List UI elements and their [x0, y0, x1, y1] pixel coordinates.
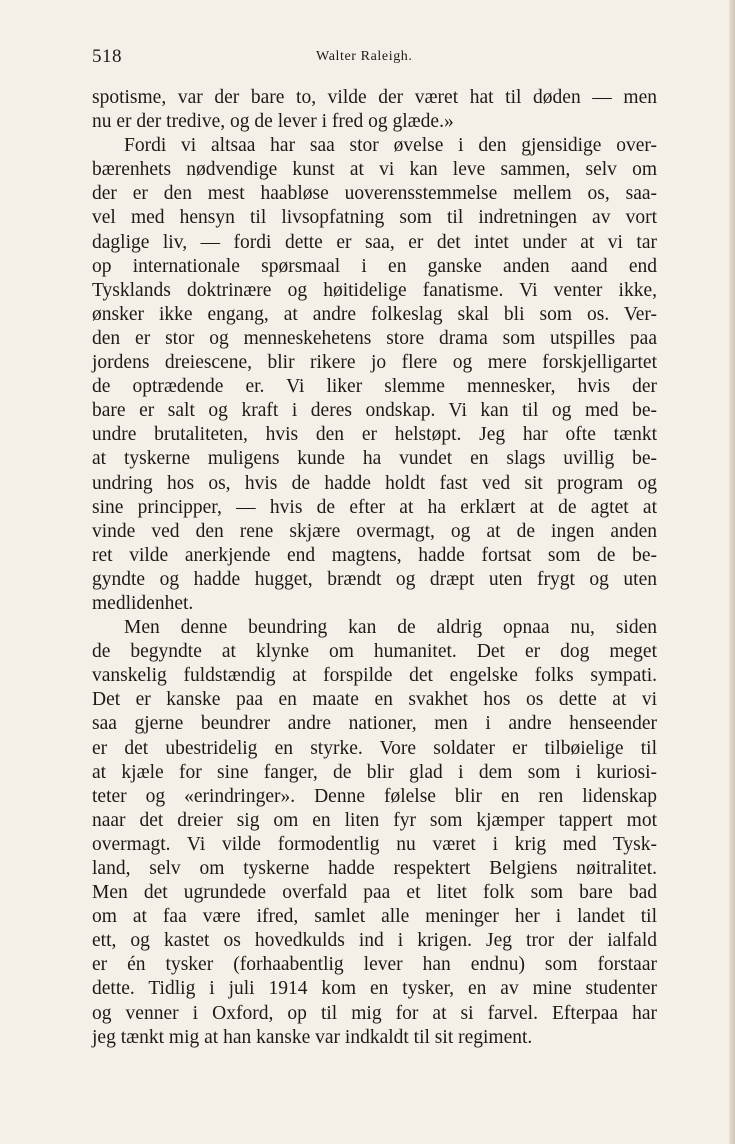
text-line: ett, og kastet os hovedkulds ind i krigen. Jeg tror der ialfald — [92, 930, 657, 952]
text-line: naar det dreier sig om en liten fyr som kjæmper tappert mot — [92, 809, 657, 831]
text-line: op internationale spørsmaal i en ganske anden aand end — [92, 255, 657, 277]
text-line: de begyndte at klynke om humanitet. Det er dog meget — [92, 641, 657, 663]
text-line: de optrædende er. Vi liker slemme mennesker, hvis der — [92, 376, 657, 398]
running-head — [92, 46, 657, 70]
paragraph — [92, 86, 657, 134]
text-line: bærenhets nødvendige kunst at vi kan leve sammen, selv om — [92, 159, 657, 181]
text-line: daglige liv, — fordi dette er saa, er det intet under at vi tar — [92, 231, 657, 253]
text-line: spotisme, var der bare to, vilde der været hat til døden — men — [92, 87, 657, 108]
text-line: ønsker ikke engang, at andre folkeslag skal bli som os. Ver- — [92, 303, 657, 325]
text-line: og venner i Oxford, op til mig for at si farvel. Efterpaa har — [92, 1002, 657, 1024]
text-line: vel med hensyn til livsopfatning som til indretningen av vort — [92, 207, 657, 229]
text-line: der er den mest haabløse uoverensstemmelse mellem os, saa- — [92, 183, 657, 205]
text-line: sine principper, — hvis de efter at ha erklært at de agtet at — [92, 496, 657, 518]
page-number: 518 — [92, 46, 122, 67]
text-line: er én tysker (forhaabentlig lever han endnu) som forstaar — [92, 954, 657, 976]
text-line: vinde ved den rene skjære overmagt, og at de ingen anden — [92, 520, 657, 542]
text-line: jeg tænkt mig at han kanske var indkaldt til sit regiment. — [92, 1026, 533, 1048]
text-line: dette. Tidlig i juli 1914 kom en tysker, en av mine studenter — [92, 978, 657, 1000]
text-line: Det er kanske paa en maate en svakhet hos os dette at vi — [92, 689, 657, 711]
text-line: vanskelig fuldstændig at forspilde det engelske folks sympati. — [92, 665, 657, 687]
text-line: bare er salt og kraft i deres ondskap. Vi kan til og med be- — [92, 400, 657, 422]
text-line: undre brutaliteten, hvis den er helstøpt. Jeg har ofte tænkt — [92, 424, 657, 446]
text-line: teter og «erindringer». Denne følelse blir en ren lidenskap — [92, 785, 657, 807]
text-line: at tyskerne muligens kunde ha vundet en slags uvillig be- — [92, 448, 657, 470]
text-line: Men det ugrundede overfald paa et litet folk som bare bad — [92, 882, 657, 904]
text-line: at kjæle for sine fanger, de blir glad i dem som i kuriosi- — [92, 761, 657, 783]
paragraph — [92, 134, 657, 616]
text-line: om at faa være ifred, samlet alle meninger her i landet til — [92, 906, 657, 928]
text-line: gyndte og hadde hugget, brændt og dræpt uten frygt og uten — [92, 568, 657, 590]
paragraph — [92, 616, 657, 1050]
page-edge — [729, 0, 735, 1144]
text-line: medlidenhet. — [92, 592, 194, 614]
text-line: er det ubestridelig en styrke. Vore soldater er tilbøielige til — [92, 737, 657, 759]
body-text — [92, 86, 657, 1050]
text-line: Tysklands doktrinære og høitidelige fanatisme. Vi venter ikke, — [92, 279, 657, 301]
text-line: den er stor og menneskehetens store drama som utspilles paa — [92, 327, 657, 349]
text-line: undring hos os, hvis de hadde holdt fast ved sit program og — [92, 472, 657, 494]
text-line: ret vilde anerkjende end magtens, hadde fortsat som de be- — [92, 544, 657, 566]
text-line: Fordi vi altsaa har saa stor øvelse i den gjensidige over- — [124, 135, 657, 157]
text-line: jordens dreiescene, blir rikere jo flere og mere forskjelligartet — [92, 352, 657, 374]
running-title: Walter Raleigh. — [316, 49, 413, 64]
text-line: overmagt. Vi vilde formodentlig nu været i krig med Tysk- — [92, 833, 657, 855]
text-line: nu er der tredive, og de lever i fred og glæde.» — [92, 111, 454, 133]
text-line: saa gjerne beundrer andre nationer, men i andre henseender — [92, 713, 657, 735]
text-line: Men denne beundring kan de aldrig opnaa nu, siden — [124, 617, 657, 639]
text-line: land, selv om tyskerne hadde respektert Belgiens nøitralitet. — [92, 858, 657, 879]
